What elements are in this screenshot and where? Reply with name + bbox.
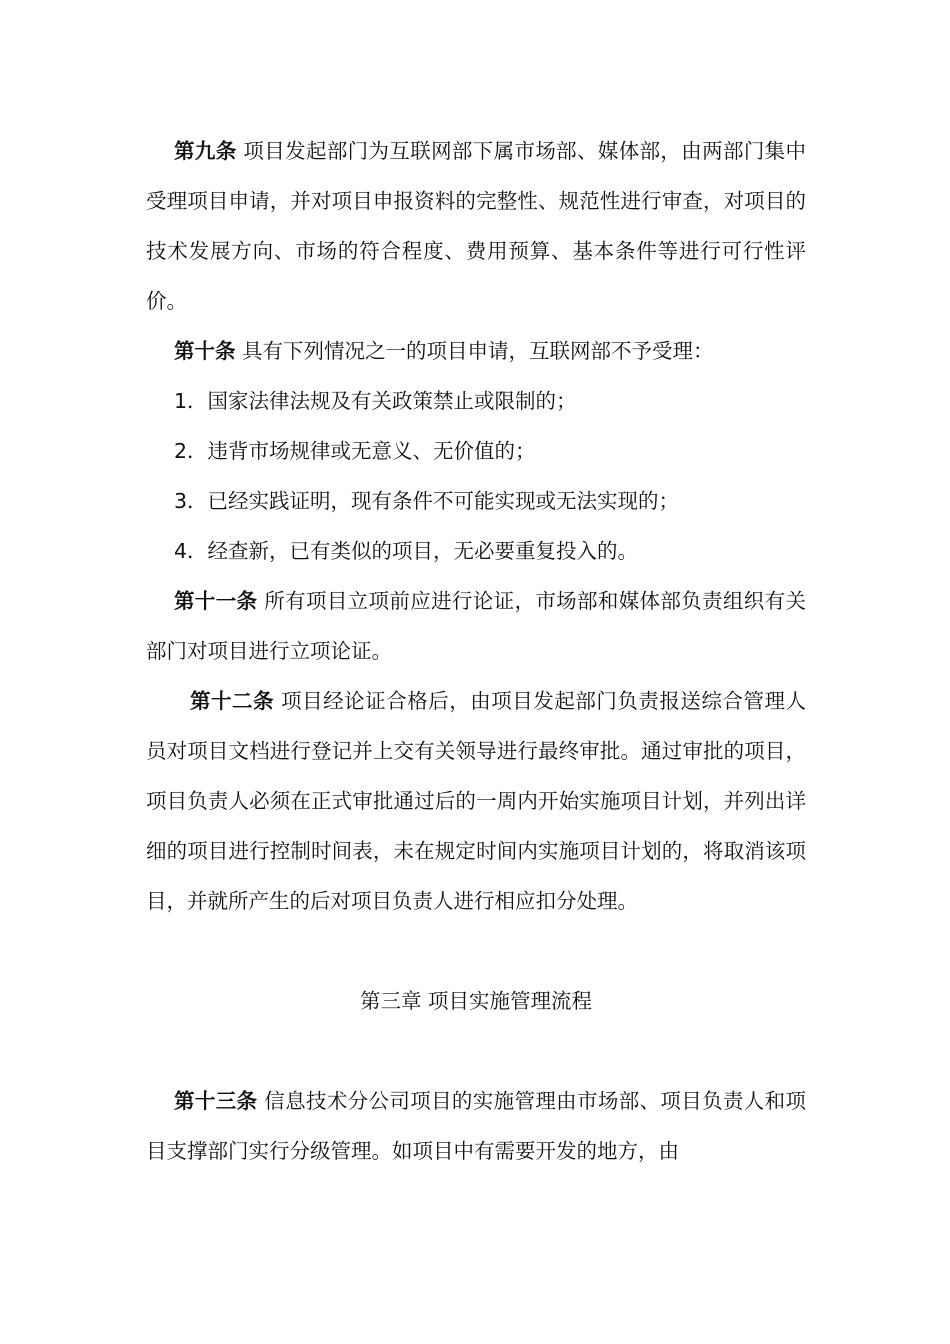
list-item: 3．已经实践证明，现有条件不可能实现或无法实现的；	[174, 489, 680, 513]
article-10-heading: 第十条	[174, 339, 236, 363]
list-item: 1．国家法律法规及有关政策禁止或限制的；	[174, 389, 577, 413]
article-9-heading: 第九条	[174, 139, 237, 163]
article-11-text: 所有项目立项前应进行论证，市场部和媒体部负责组织有关部门对项目进行立项论证。	[146, 589, 807, 663]
article-13-text: 信息技术分公司项目的实施管理由市场部、项目负责人和项目支撑部门实行分级管理。如项目中有需要开发的地方，由	[146, 1089, 807, 1163]
article-11-heading: 第十一条	[174, 589, 258, 613]
list-item: 4．经查新，已有类似的项目，无必要重复投入的。	[174, 539, 639, 563]
article-12-text: 项目经论证合格后，由项目发起部门负责报送综合管理人员对项目文档进行登记并上交有关领导进行最终审批。通过审批的项目，项目负责人必须在正式审批通过后的一周内开始实施项目计划，并列出详细的项目进行控制时间表，未在规定时间内实施项目计划的，将取消该项目，并就所产生的后对项目负责人进行相应扣分处理。	[146, 689, 807, 913]
article-12-heading: 第十二条	[190, 689, 275, 713]
article-10	[146, 326, 806, 376]
article-10-text: 具有下列情况之一的项目申请，互联网部不予受理：	[235, 339, 714, 363]
document-page	[146, 126, 806, 1176]
article-9	[146, 126, 806, 326]
article-11	[146, 576, 806, 676]
chapter-title: 第三章 项目实施管理流程	[359, 989, 593, 1013]
article-12	[146, 676, 806, 926]
article-13	[146, 1076, 806, 1176]
article-13-heading: 第十三条	[174, 1089, 258, 1113]
article-9-text: 项目发起部门为互联网部下属市场部、媒体部，由两部门集中受理项目申请，并对项目申报资料的完整性、规范性进行审查，对项目的技术发展方向、市场的符合程度、费用预算、基本条件等进行可行性评价。	[146, 139, 807, 313]
list-item: 2．违背市场规律或无意义、无价值的；	[174, 439, 536, 463]
